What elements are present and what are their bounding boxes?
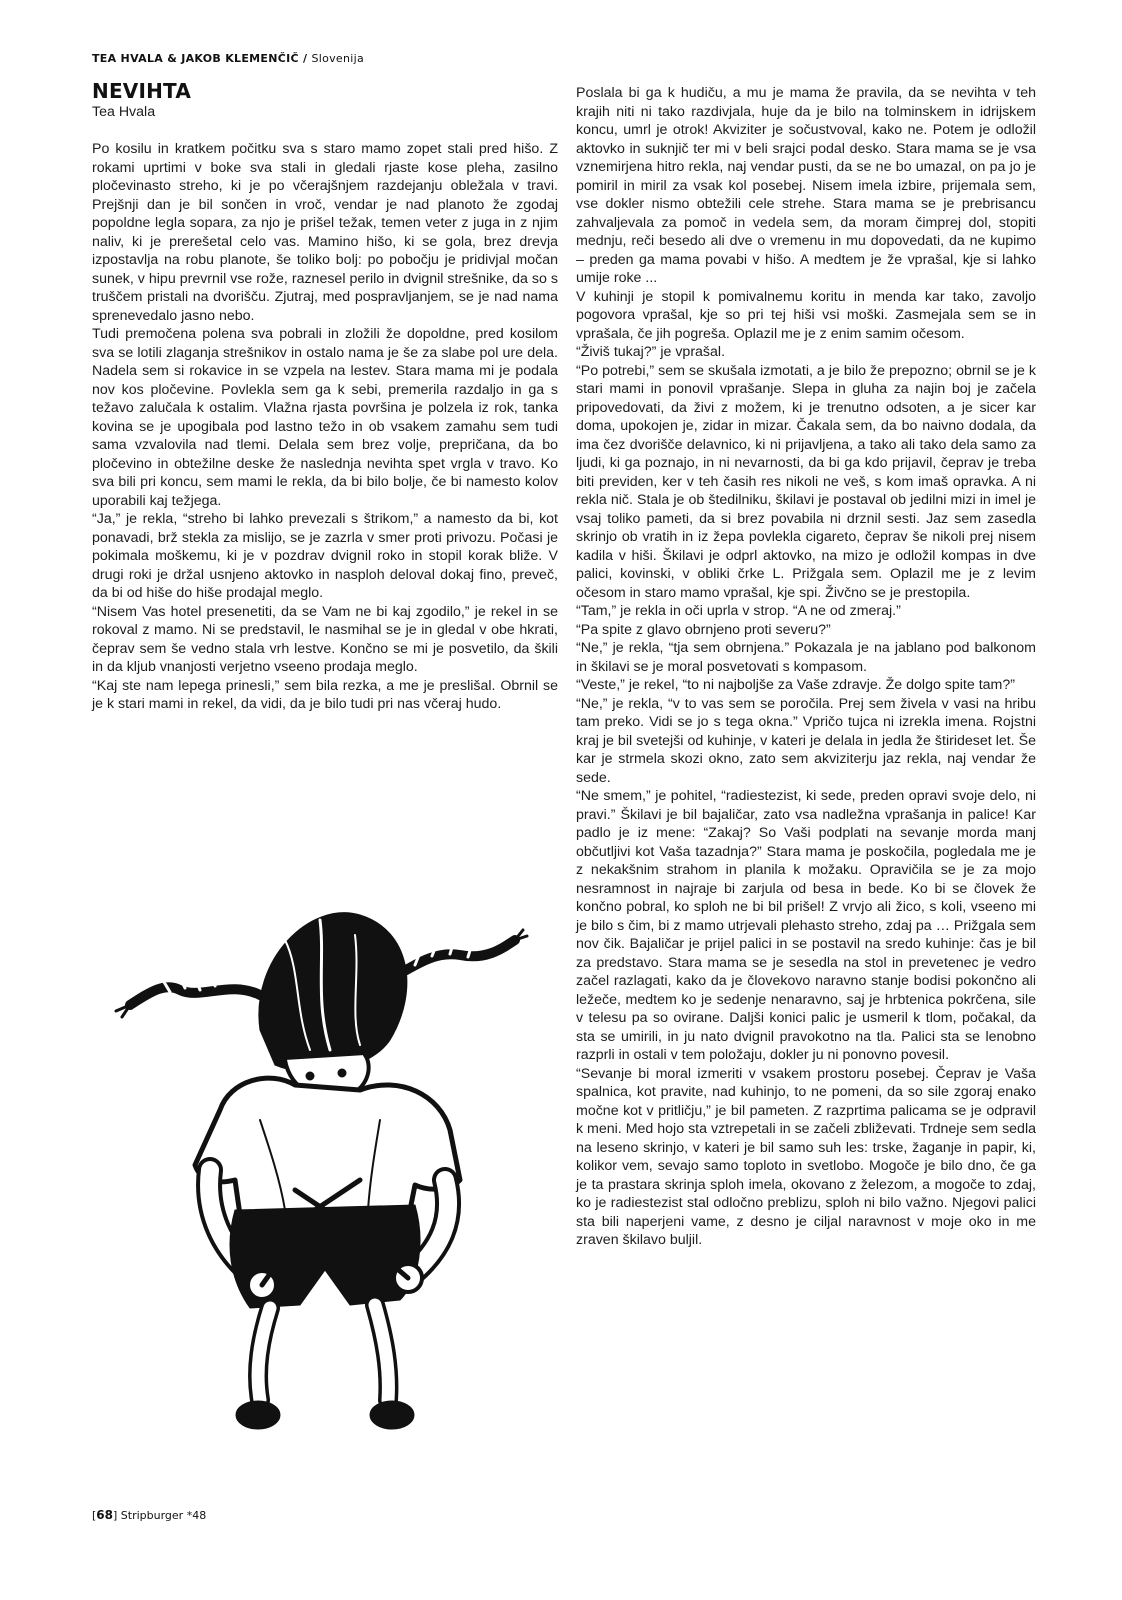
body-paragraph: “Živiš tukaj?” je vprašal. [576, 344, 726, 360]
body-paragraph: “Ne smem,” je pohitel, “radiestezist, ki sede, preden opravi svoje delo, ni pravi.” Škilavi je bil bajaličar, zato vsa nadležna vprašanja in palice! Kar padlo je iz mene: “Zakaj? So Vaši podplati na sevanje morda manj občutljivi kot Vaša tazadnja?” Stara mama je poskočila, pogledala me je z nekakšnim strahom in planila k možaku. Opravičila se je za mojo nesramnost in najraje bi zarjula od besa in bede. Ko bi se človek že končno pobral, ko sploh ne bi bil prišel! Z vrvjo ali žico, s koli, vseeno mi je bilo s čim, bi z mamo utrjevali plehasto streho, zdaj pa … Prižgala sem nov čik. Bajaličar je prijel palici in se postavil na sredo kuhinje: čas je bil za predstavo. Stara mama se je sesedla na stol in prevetenec je vedro začel razlagati, kako da je človekovo naravno stanje bodisi pokončno ali ležeče, medtem ko je sedenje nenaravno, saj je hrbtenica pokrčena, sile v telesu pa so ovirane. Daljši konici palic je usmeril k tlom, počakal, da sta se umirili, in ju nato dvignil pravokotno na tla. Palici sta se lenobno razprli in ostali v tem položaju, dokler ju ni ponovno povesil. [576, 788, 1036, 1063]
body-paragraph: “Po potrebi,” sem se skušala izmotati, a je bilo že prepozno; obrnil se je k stari mami in ponovil vprašanje. Slepa in gluha za najin boj je začela pripovedovati, da živi z možem, ki je trenutno odsoten, a je sicer kar doma, upokojen je, zidar in mizar. Čakala sem, da bo naivno dodala, da ima čez dvorišče delavnico, ki ni prijavljena, a tako ali tako dela samo za ljudi, ki ga poznajo, in ni nevarnosti, da bi ga kdo prijavil, čeprav je treba biti previden, ker v teh časih res nikoli ne veš, s kom imaš opravka. A ni rekla nič. Stala je ob štedilniku, škilavi je postaval ob jedilni mizi in imel je vsaj toliko pameti, da si brez povabila ni drznil sesti. Jaz sem zasedla skrinjo ob vratih in iz žepa povlekla cigareto, čeprav še nikoli prej nisem kadila v hiši. Škilavi je odprl aktovko, na mizo je odložil kompas in dve palici, kovinski, v obliki črke L. Prižgala sem. Oplazil me je z levim očesom in staro mamo vprašal, kje spi. Živčno se je prestopila. [576, 362, 1036, 601]
body-paragraph: “Veste,” je rekel, “to ni najboljše za Vaše zdravje. Že dolgo spite tam?” [576, 677, 1015, 693]
running-head-authors: TEA HVALA & JAKOB KLEMENČIČ [92, 52, 299, 65]
body-paragraph: V kuhinji je stopil k pomivalnemu koritu in menda kar tako, zavoljo pogovora vprašal, kje so pri tej hiši vsi moški. Zasmejala sem se in vprašala, če jih pogreša. Oplazil me je z enim samim očesom. [576, 288, 1036, 342]
running-head-country: Slovenija [311, 52, 365, 65]
body-paragraph: Poslala bi ga k hudiču, a mu je mama že pravila, da se nevihta v teh krajih niti ni tako razdivjala, huje da je bilo na tolminskem in idrijskem koncu, umrl je otrok! Akviziter je sočustvoval, kako ne. Potem je odložil aktovko in suknjič ter mi v beli srajci podal desko. Stara mama se je vsa vznemirjena hitro rekla, naj vendar pusti, da se ne bo umazal, on pa jo je pomiril in miril za vsak kol posebej. Nisem imela izbire, prijemala sem, vse dokler nismo obtežili cele strehe. Stara mama se je prebrisancu zahvaljevala za pomoč in vedela sem, da moram čimprej dol, stopiti mednju, reči besedo ali dve o vremenu in mu dopovedati, da ne kupimo – preden ga mama povabi v hišo. A medtem je že vprašal, kje si lahko umije roke ... [576, 85, 1036, 286]
page-footer: [68] Stripburger *48 [92, 1508, 207, 1522]
body-paragraph: Tudi premočena polena sva pobrali in zložili že dopoldne, pred kosilom sva se lotili zlaganja strešnikov in ostalo nama je še za slabe pol ure dela. Nadela sem si rokavice in se vzpela na lestev. Stara mama mi je podala nov kos pločevine. Povlekla sem ga k sebi, premerila razdaljo in ga s težavo zalučala k ostalim. Vlažna rjasta površina je polzela iz rok, tanka kovina se je upogibala pod lastno težo in ob vsakem zamahu sem tudi sama vzvalovila nad tlemi. Delala sem brez volje, prepričana, da bo pločevino in obtežilne deske že naslednja nevihta spet vrgla v travo. Ko sva bili pri koncu, sem mami le rekla, da bi bilo bolje, če bi namesto kolov uporabili kaj težjega. [92, 326, 558, 509]
body-paragraph: “Nisem Vas hotel presenetiti, da se Vam ne bi kaj zgodilo,” je rekel in se rokoval z mamo. Ni se predstavil, le nasmihal se je in gledal v obe hkrati, čeprav sem še vedno stala vrh lestve. Končno se mi je posvetilo, da škili in da kljub vnanjosti verjetno vseeno prodaja meglo. [92, 603, 558, 675]
body-paragraph: “Ja,” je rekla, “streho bi lahko prevezali s štrikom,” a namesto da bi, kot ponavadi, brž stekla za mislijo, se je zazrla v smer proti privozu. Počasi je pokimala moškemu, ki je v pozdrav dvignil roko in stopil korak bliže. V drugi roki je držal usnjeno aktovko in nasploh deloval dokaj fino, preveč, da bi od hiše do hiše prodajal meglo. [92, 511, 558, 601]
body-paragraph: “Sevanje bi moral izmeriti v vsakem prostoru posebej. Čeprav je Vaša spalnica, kot pravite, nad kuhinjo, to ne pomeni, da so sile zgoraj enako močne kot v pritličju,” je bil pameten. Z razprtima palicama se je odpravil k meni. Med hojo sta vztrepetali in se začeli zbliževati. Trdneje sem sedla na leseno skrinjo, v kateri je bil samo suh les: trske, žaganje in papir, ki, kolikor vem, sevajo samo toploto in svetlobo. Mogoče je bilo dno, če ga je ta prastara skrinja sploh imela, okovano z železom, a mogoče to zdaj, ko je radiestezist stal odločno preblizu, sploh ni bilo važno. Njegovi palici sta bili naperjeni vame, z desno je ciljal naravnost v moje oko in me zraven škilavo buljil. [576, 1065, 1036, 1248]
body-paragraph: “Kaj ste nam lepega prinesli,” sem bila rezka, a me je preslišal. Obrnil se je k stari mami in rekel, da vidi, da je bilo tudi pri nas včeraj hudo. [92, 677, 558, 712]
body-paragraph: “Tam,” je rekla in oči uprla v strop. “A ne od zmeraj.” [576, 603, 901, 619]
body-paragraph: “Ne,” je rekla, “v to vas sem se poročila. Prej sem živela v vasi na hribu tam preko. Vidi se jo s tega okna.” Vpričo tujca ni izrekla imena. Rojstni kraj je bil svetejši od kuhinje, v kateri je delala in jedla že štirideset let. Še kar je strmela skozi okno, zato sem akviziterju jaz rekla, naj vendar že sede. [576, 695, 1036, 786]
story-title: NEVIHTA [92, 79, 192, 103]
left-column [92, 80, 558, 714]
story-author: Tea Hvala [92, 104, 156, 120]
body-paragraph: Po kosilu in kratkem počitku sva s staro mamo zopet stali pred hišo. Z rokami uprtimi v boke sva stali in gledali rjaste kose pleha, zasilno pločevinasto streho, ki je po včerajšnjem razdejanju obležala v travi. Prejšnji dan je bil sončen in vroč, vendar je nad planoto že zgodaj popoldne legla sopara, za njo je prišel težak, temen veter z juga in z njim naliv, ki je prerešetal celo vas. Mamino hišo, ki se gola, brez drevja izpostavlja na robu planote, še toliko bolj: po pobočju je pridivjal močan sunek, v hipu prevrnil vse rože, raznesel perilo in dvignil strešnike, da so s truščem pristali na dvorišču. Zjutraj, med pospravljanjem, se je nad nama sprenevedalo jasno nebo. [92, 141, 558, 324]
right-column [576, 84, 1036, 1250]
page-number: 68 [96, 1508, 113, 1522]
magazine-name: Stripburger *48 [120, 1509, 207, 1522]
body-paragraph: “Ne,” je rekla, “tja sem obrnjena.” Pokazala je na jablano pod balkonom in škilavi se je moral posvetovati s kompasom. [576, 640, 1036, 675]
running-head [92, 52, 364, 65]
running-head-separator: / [298, 52, 312, 65]
child-with-dowsing-rods-illustration [110, 880, 530, 1440]
body-paragraph: “Pa spite z glavo obrnjeno proti severu?” [576, 621, 831, 638]
